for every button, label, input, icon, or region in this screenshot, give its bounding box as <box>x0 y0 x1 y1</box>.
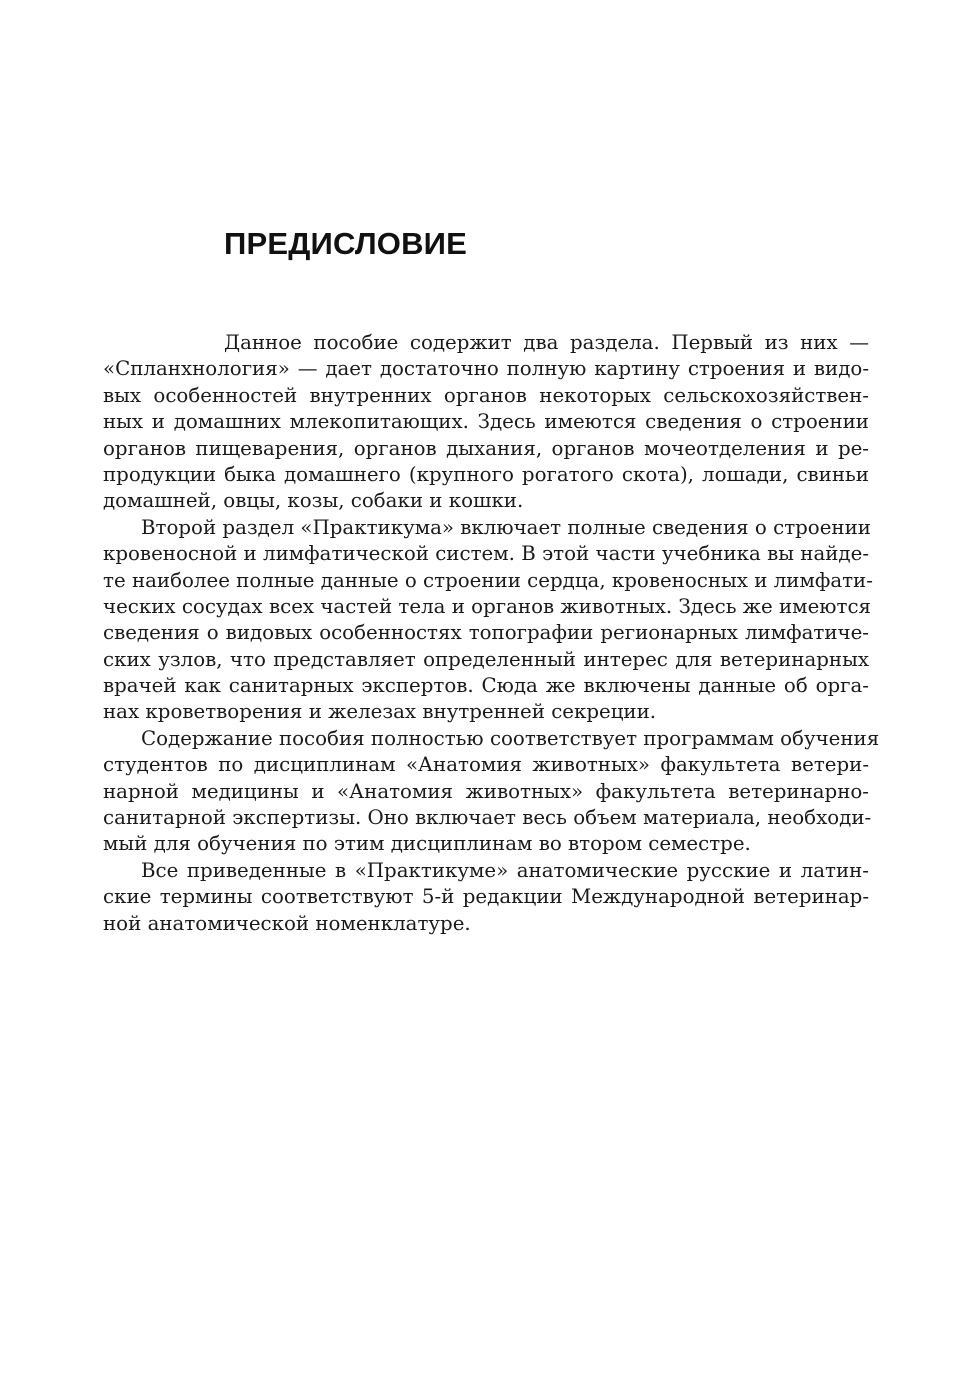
text-line: Второй раздел «Практикума» включает полные сведения о строении <box>141 515 871 539</box>
text-line: врачей как санитарных экспертов. Сюда же включены данные об орга- <box>103 674 869 698</box>
text-line: кровеносной и лимфатической систем. В этой части учебника вы найде- <box>103 542 869 566</box>
text-line: те наиболее полные данные о строении сердца, кровеносных и лимфати- <box>103 568 873 592</box>
paragraph <box>103 515 873 726</box>
paragraph <box>103 858 869 937</box>
text-line: мый для обучения по этим дисциплинам во втором семестре. <box>103 832 751 856</box>
text-line: студентов по дисциплинам «Анатомия животных» факультета ветери- <box>103 753 869 777</box>
text-line: Все приведенные в «Практикуме» анатомические русские и латин- <box>141 858 869 882</box>
text-line: санитарной экспертизы. Оно включает весь объем материала, необходи- <box>103 806 872 830</box>
text-line: Содержание пособия полностью соответствует программам обучения <box>141 726 880 750</box>
text-line: Данное пособие содержит два раздела. Первый из них — <box>224 331 869 354</box>
preface-body <box>103 330 880 937</box>
text-line: домашней, овцы, козы, собаки и кошки. <box>103 489 524 513</box>
text-line: «Спланхнология» — дает достаточно полную картину строения и видо- <box>103 357 869 381</box>
text-line: ские термины соответствуют 5-й редакции Международной ветеринар- <box>103 885 869 909</box>
paragraph <box>103 726 880 858</box>
text-line: ной анатомической номенклатуре. <box>103 911 471 935</box>
text-line: ных и домашних млекопитающих. Здесь имеются сведения о строении <box>103 410 869 434</box>
text-line: вых особенностей внутренних органов некоторых сельскохозяйствен- <box>103 383 869 407</box>
text-line: органов пищеварения, органов дыхания, органов мочеотделения и ре- <box>103 436 869 460</box>
page-title: ПРЕДИСЛОВИЕ <box>224 226 468 261</box>
paragraph <box>103 330 869 515</box>
text-line: продукции быка домашнего (крупного рогатого скота), лошади, свиньи <box>103 462 869 486</box>
text-line: ческих сосудах всех частей тела и органов животных. Здесь же имеются <box>103 594 872 618</box>
text-line: нах кроветворения и железах внутренней секреции. <box>103 700 657 724</box>
text-line: сведения о видовых особенностях топографии регионарных лимфатиче- <box>103 621 869 645</box>
text-line: нарной медицины и «Анатомия животных» факультета ветеринарно- <box>103 779 869 803</box>
text-line: ских узлов, что представляет определенный интерес для ветеринарных <box>103 647 869 671</box>
